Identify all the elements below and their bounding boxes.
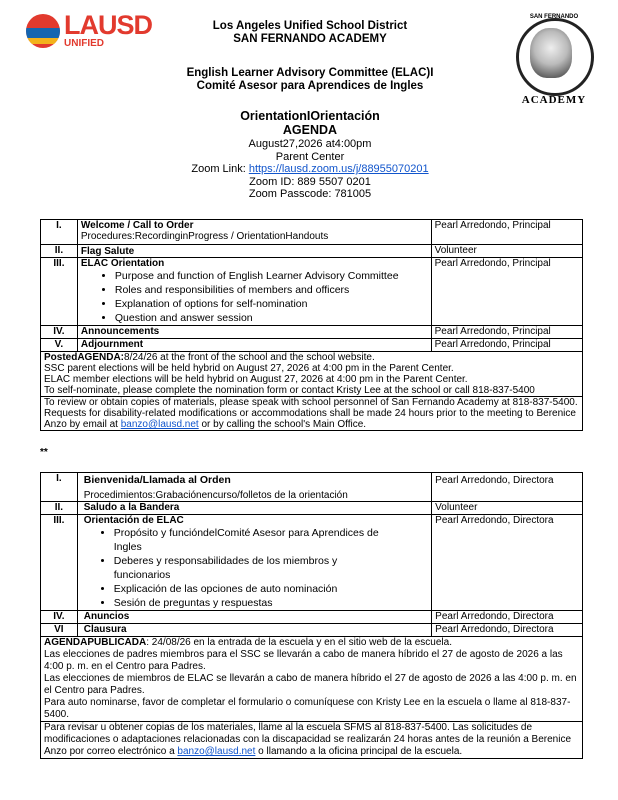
list-item: • Question and answer session [115, 311, 428, 325]
meeting-location: Parent Center [275, 151, 345, 163]
committee-es: Comité Asesor para Aprendices de Ingles [196, 80, 424, 92]
table-row [41, 473, 583, 502]
agenda-item-title: Orientación de ELAC [83, 515, 184, 526]
row-number: II. [41, 502, 78, 515]
table-row [41, 220, 583, 245]
tiger-logo-top-text: SAN FERNANDO [529, 14, 579, 20]
table-row [41, 397, 583, 431]
list-item: • Explicación de las opciones de auto nominación [114, 582, 384, 596]
zoom-link[interactable]: https://lausd.zoom.us/j/88955070201 [248, 163, 429, 175]
posted-text: : 24/08/26 en la entrada de la escuela y en el sitio web de la escuela. [146, 637, 452, 648]
academy-tiger-logo [512, 14, 596, 110]
email-link[interactable]: banzo@lausd.net [177, 746, 256, 757]
posting-notes [41, 352, 583, 397]
agenda-title: AGENDA [282, 123, 338, 137]
orientation-topic-list [81, 269, 428, 325]
list-item: • Purpose and function of English Learner Advisory Committee [115, 269, 428, 283]
list-item: • Sesión de preguntas y respuestas [114, 596, 384, 610]
agenda-item-title: Welcome / Call to Order [80, 220, 194, 231]
school-name: SAN FERNANDO ACADEMY [233, 33, 387, 45]
note-line: Las elecciones de padres miembros para el SSC se llevarán a cabo de manera híbrido el 27 de agosto de 2026 a las 4:00 p. m. en el Centro para Padres. [44, 649, 563, 672]
row-number: VI [41, 624, 78, 637]
review-tail: o llamando a la oficina principal de la escuela. [255, 746, 463, 757]
review-text: To review or obtain copies of materials, please speak with school personnel of San Fernando Academy at 818-837-5400. Requests for disability-related modifications or accommodations shall be made 24 hours prior to the meeting to Berenice Anzo by email at [44, 397, 578, 430]
note-line: Para auto nominarse, favor de completar el formulario o comuníquese con Kristy Lee en la escuela o llame al 818-837-5400. [44, 697, 571, 720]
email-link[interactable]: banzo@lausd.net [120, 419, 199, 430]
agenda-presenter: Volunteer [431, 245, 582, 258]
table-row [41, 515, 583, 611]
agenda-item [77, 220, 431, 245]
posted-text: 8/24/26 at the front of the school and the school website. [124, 352, 375, 363]
table-row [41, 722, 583, 759]
agenda-item [77, 473, 431, 502]
agenda-item-title: Clausura [77, 624, 431, 637]
list-item: • Roles and responsibilities of members and officers [115, 283, 428, 297]
agenda-presenter: Pearl Arredondo, Directora [432, 624, 583, 637]
list-item: • Propósito y funcióndelComité Asesor para Aprendices de Ingles [114, 526, 384, 554]
list-item: • Deberes y responsabilidades de los miembros y funcionarios [114, 554, 384, 582]
note-line: Las elecciones de miembros de ELAC se llevarán a cabo de manera híbrido el 27 de agosto de 2026 a las 4:00 p. m. en el Centro para Padres. [44, 673, 577, 696]
agenda-presenter: Pearl Arredondo, Principal [431, 220, 582, 245]
list-item: • Explanation of options for self-nomination [115, 297, 428, 311]
agenda-presenter: Pearl Arredondo, Directora [432, 473, 583, 502]
zoom-link-label: Zoom Link: [191, 163, 249, 175]
agenda-presenter: Pearl Arredondo, Directora [432, 611, 583, 624]
note-line: ELAC member elections will be held hybrid on August 27, 2026 at 4:00 pm in the Parent Center. [44, 374, 468, 385]
agenda-item-title: Announcements [77, 326, 431, 339]
committee-en: English Learner Advisory Committee (ELAC)I [186, 67, 434, 79]
agenda-table-es [40, 472, 583, 759]
table-row [41, 624, 583, 637]
table-row [41, 339, 583, 352]
meeting-date: August27,2026 at4:00pm [248, 138, 372, 150]
row-number: II. [41, 245, 78, 258]
table-row [41, 245, 583, 258]
lausd-emblem-icon [26, 14, 60, 48]
posted-label: AGENDAPUBLICADA [44, 637, 147, 648]
table-row [41, 352, 583, 397]
orientation-topic-list [84, 526, 384, 610]
table-row [41, 611, 583, 624]
agenda-item-title: Anuncios [77, 611, 431, 624]
agenda-item [77, 515, 431, 611]
row-number: III. [41, 258, 78, 326]
agenda-presenter: Pearl Arredondo, Principal [431, 339, 582, 352]
zoom-link-line [160, 163, 460, 176]
zoom-passcode: Zoom Passcode: 781005 [248, 188, 372, 200]
row-number: IV. [41, 611, 78, 624]
agenda-item-subtitle: Procedimientos:Grabaciónencurso/folletos de la orientación [83, 490, 348, 501]
agenda-item-title: Bienvenida/Llamada al Orden [83, 474, 231, 486]
agenda-item-title: Adjournment [77, 339, 431, 352]
row-number: V. [41, 339, 78, 352]
agenda-presenter: Pearl Arredondo, Directora [432, 515, 583, 611]
table-row [41, 258, 583, 326]
district-name: Los Angeles Unified School District [212, 20, 408, 32]
lausd-logo [26, 10, 156, 56]
agenda-presenter: Pearl Arredondo, Principal [431, 258, 582, 326]
agenda-item-subtitle: Procedures:RecordinginProgress / OrientationHandouts [80, 231, 329, 242]
zoom-id: Zoom ID: 889 5507 0201 [249, 176, 371, 188]
agenda-item [77, 258, 431, 326]
accommodation-note [41, 722, 583, 759]
agenda-table-en [40, 219, 583, 431]
lausd-logo-text: LAUSD [64, 10, 152, 40]
agenda-item-title: ELAC Orientation [80, 258, 165, 269]
section-separator: ** [40, 447, 48, 458]
note-line: To self-nominate, please complete the nomination form or contact Kristy Lee at the school or call 818-837-5400 [44, 385, 535, 396]
lausd-logo-sub: UNIFIED [64, 38, 104, 49]
table-row [41, 637, 583, 722]
tiger-face-icon [530, 28, 572, 78]
table-row [41, 326, 583, 339]
accommodation-note [41, 397, 583, 431]
agenda-item-title: Flag Salute [77, 245, 431, 258]
row-number: I. [41, 473, 78, 502]
note-line: SSC parent elections will be held hybrid on August 27, 2026 at 4:00 pm in the Parent Center. [44, 363, 454, 374]
agenda-presenter: Volunteer [432, 502, 583, 515]
review-tail: or by calling the school's Main Office. [198, 419, 367, 430]
row-number: IV. [41, 326, 78, 339]
agenda-presenter: Pearl Arredondo, Principal [431, 326, 582, 339]
table-row [41, 502, 583, 515]
posting-notes [41, 637, 583, 722]
tiger-logo-academy-text: ACADEMY [521, 94, 587, 106]
review-text: Para revisar u obtener copias de los materiales, llame al la escuela SFMS al 818-837-5400. Las solicitudes de modificaciones o adaptaciones relacionadas con la discapacidad se realizarán 24 horas antes de la reunión a Berenice Anzo por correo electrónico a [44, 722, 572, 757]
row-number: I. [41, 220, 78, 245]
row-number: III. [41, 515, 78, 611]
posted-label: PostedAGENDA: [44, 352, 125, 363]
agenda-item-title: Saludo a la Bandera [77, 502, 431, 515]
meeting-title: OrientationIOrientación [240, 109, 380, 123]
